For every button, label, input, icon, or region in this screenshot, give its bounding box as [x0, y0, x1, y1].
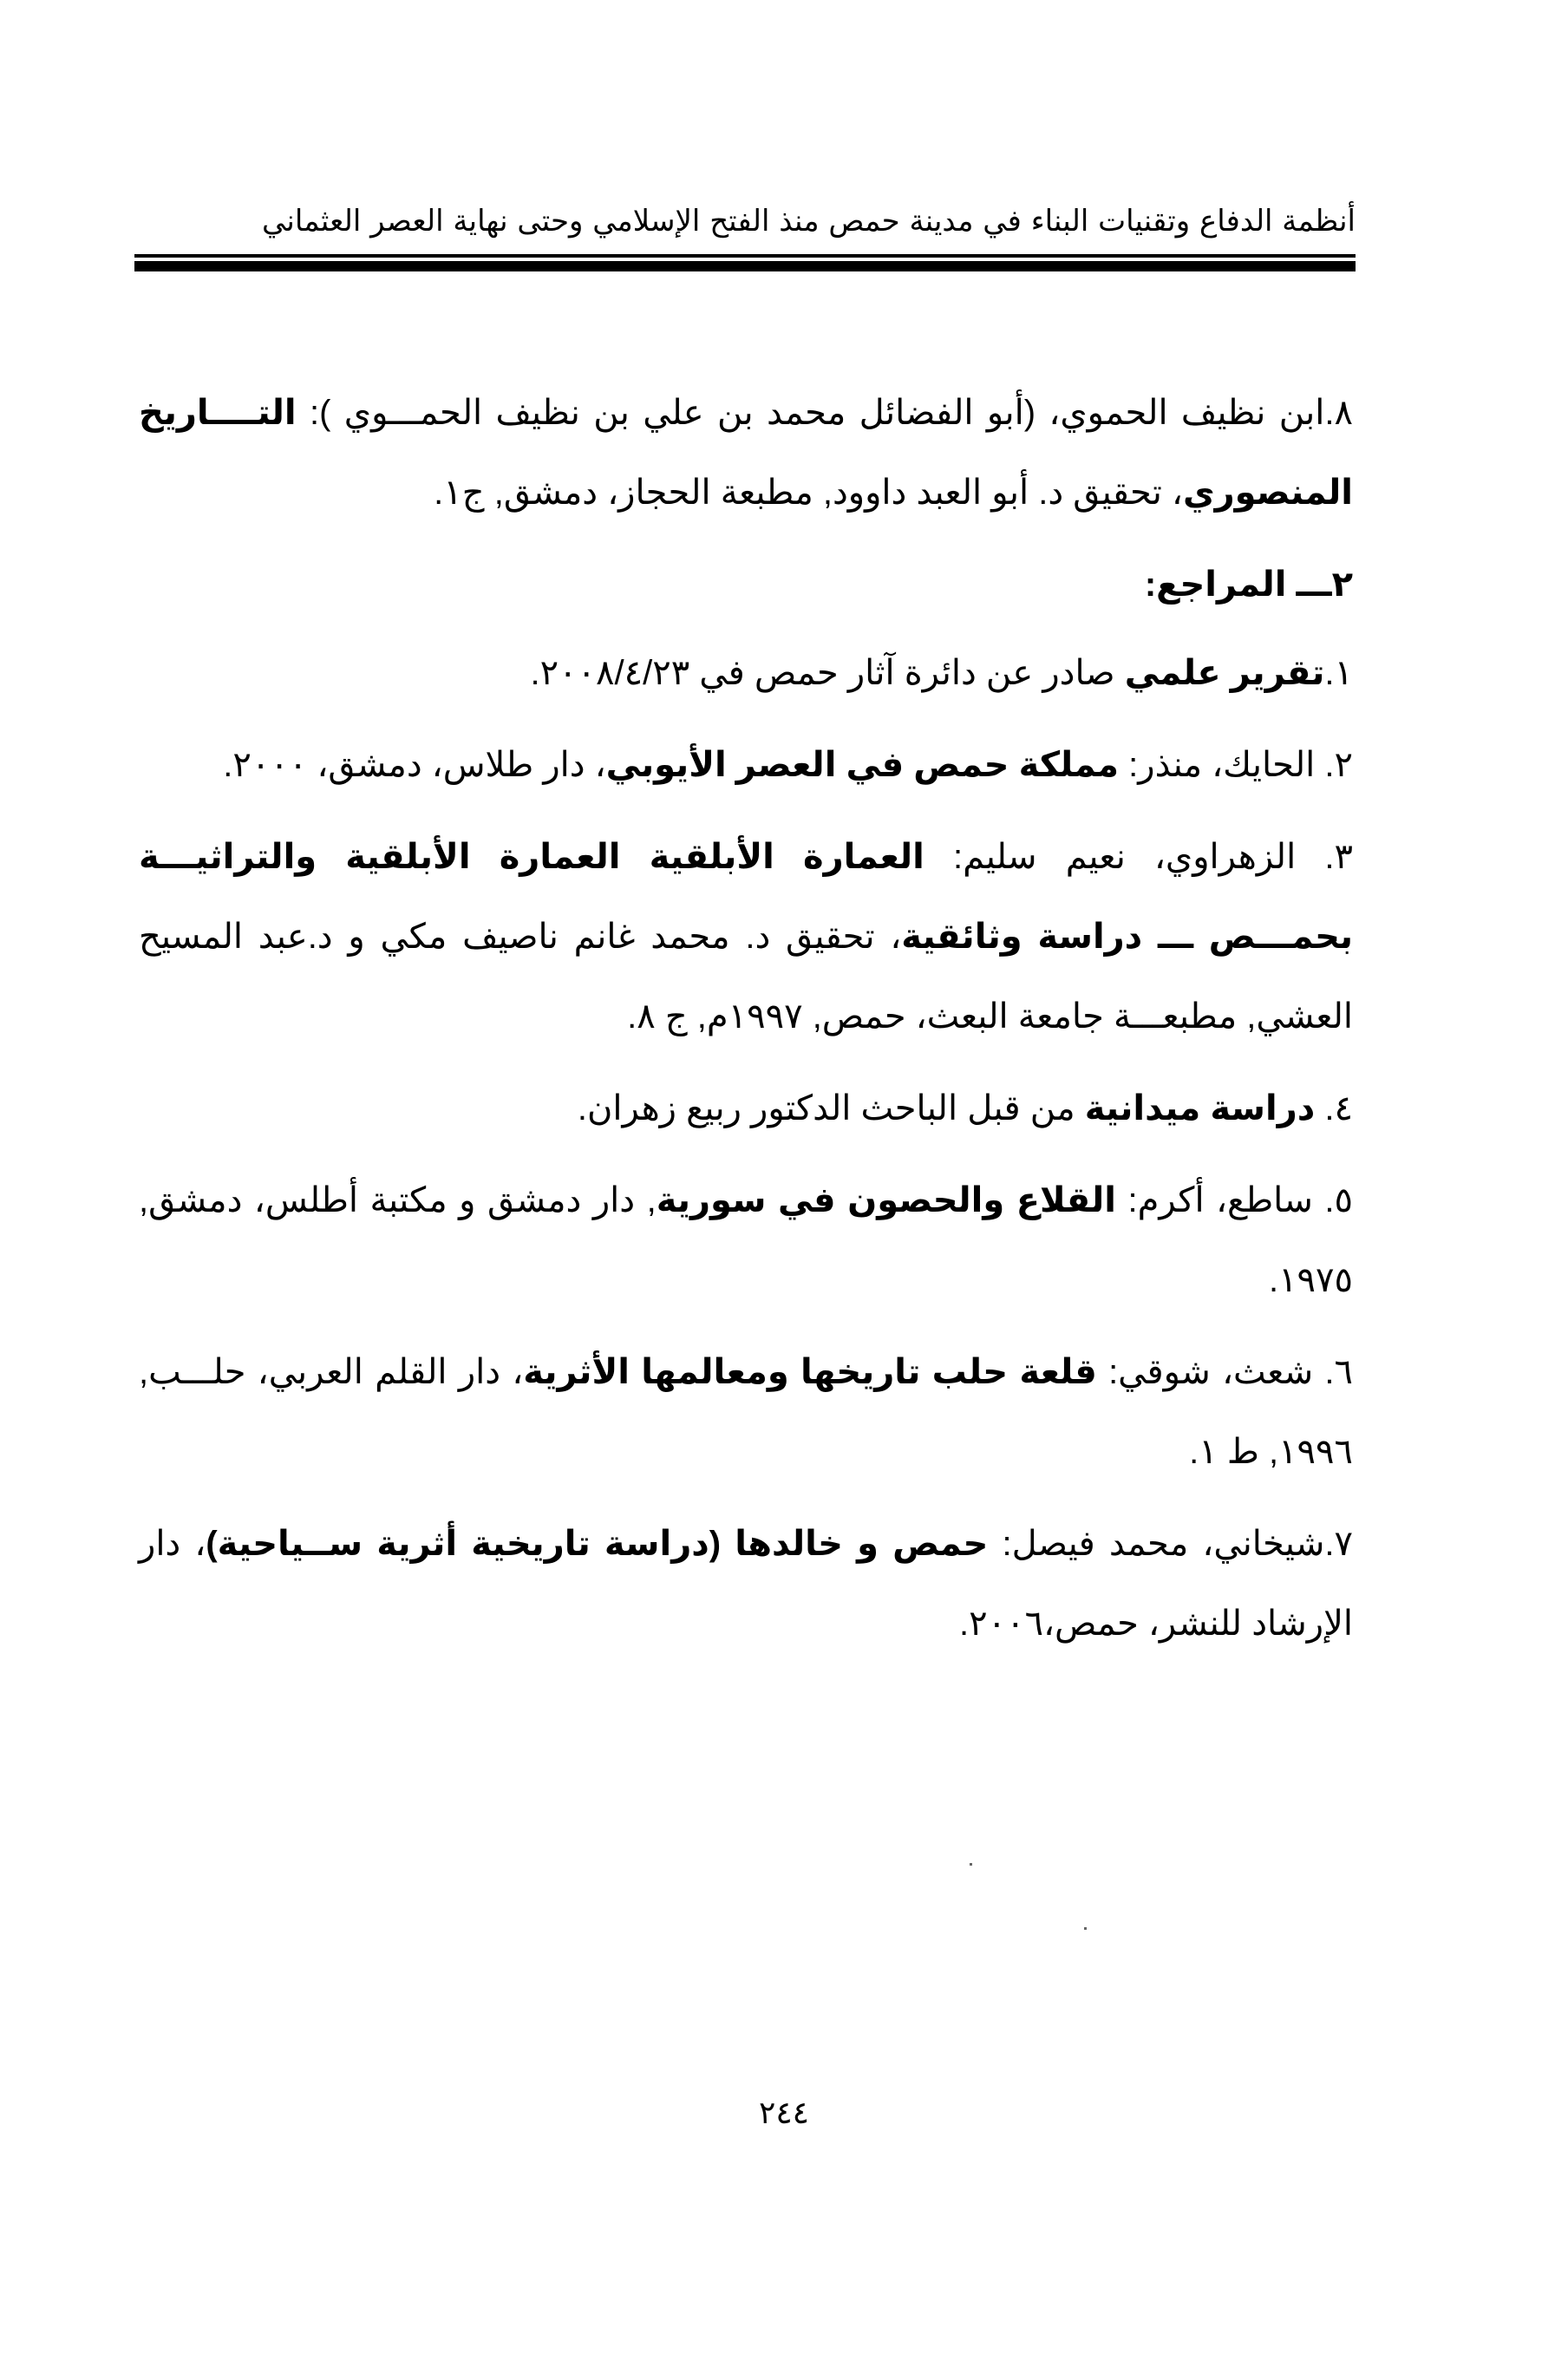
entry-number: ٤. — [1315, 1089, 1353, 1128]
entry-publication: ، دار القلم العربي، حلـــب, ١٩٩٦, ط ١. — [139, 1353, 1353, 1471]
entry-title: القلاع والحصون في سورية — [656, 1181, 1116, 1219]
header-rule-thick — [134, 261, 1356, 271]
entry-title: دراسة ميدانية — [1084, 1089, 1316, 1128]
entry-publication: ، تحقيق د. محمد غانم ناصيف مكي و د.عبد المسيح العشي, مطبعـــة جامعة البعث، حمص, ١٩٩٧م, ج ٨. — [139, 918, 1353, 1036]
reference-entry-1 — [139, 633, 1353, 713]
entry-publication: ، تحقيق د. أبو العبد داوود, مطبعة الحجاز، دمشق, ج١. — [434, 474, 1183, 512]
entry-publication: من قبل الباحث الدكتور ربيع زهران. — [577, 1089, 1085, 1128]
entry-number: ٦. — [1313, 1353, 1353, 1391]
reference-entry-2 — [139, 725, 1353, 805]
entry-number: ٧. — [1324, 1525, 1354, 1563]
entry-publication: , دار دمشق و مكتبة أطلس، دمشق, ١٩٧٥. — [139, 1181, 1353, 1299]
entry-number: ٥. — [1312, 1181, 1353, 1219]
entry-title: مملكة حمص في العصر الأيوبي — [605, 746, 1120, 784]
reference-entry-6 — [139, 1332, 1353, 1492]
header-rule-thin — [134, 254, 1356, 258]
entry-title: حمص و خالدها (دراسة تاريخية أثرية ســياحية) — [206, 1525, 989, 1563]
scan-speck — [970, 1863, 972, 1866]
entry-author: الزهراوي، نعيم سليم: — [924, 838, 1297, 876]
entry-number: ١. — [1324, 654, 1353, 692]
entry-number: ٢. — [1315, 746, 1353, 784]
section-heading-references: ٢ـــ المراجع: — [1144, 565, 1353, 604]
entry-publication: ، دار الإرشاد للنشر، حمص،٢٠٠٦. — [139, 1525, 1353, 1643]
entry-author: شعث، شوقي: — [1096, 1353, 1314, 1391]
entry-publication: ، دار طلاس، دمشق، ٢٠٠٠. — [223, 746, 606, 784]
reference-entry-4 — [139, 1069, 1353, 1148]
page-number: ٢٤٤ — [758, 2095, 809, 2131]
entry-author: ابن نظيف الحموي، (أبو الفضائل محمد بن علي بن نظيف الحمـــوي ): — [296, 394, 1325, 432]
reference-entry-3 — [139, 817, 1353, 1056]
entry-title: التــــاريخ المنصوري — [139, 394, 1353, 512]
references-list — [139, 373, 1353, 1676]
entry-title: تقرير علمي — [1124, 654, 1325, 692]
entry-number: ٣. — [1296, 838, 1353, 876]
entry-title: العمارة الأبلقية العمارة الأبلقية والتراثيـــة بحمـــص ـــ دراسة وثائقية — [139, 838, 1353, 956]
entry-author: شيخاني، محمد فيصل: — [988, 1525, 1325, 1563]
source-entry-8 — [139, 373, 1353, 533]
running-header: أنظمة الدفاع وتقنيات البناء في مدينة حمص منذ الفتح الإسلامي وحتى نهاية العصر العثماني — [262, 204, 1356, 239]
entry-author: ساطع، أكرم: — [1115, 1181, 1313, 1219]
entry-author: الحايك، منذر: — [1119, 746, 1316, 784]
entry-number: ٨. — [1324, 394, 1353, 432]
scan-speck — [1084, 1927, 1087, 1930]
reference-entry-7 — [139, 1504, 1353, 1664]
reference-entry-5 — [139, 1160, 1353, 1320]
entry-title: قلعة حلب تاريخها ومعالمها الأثرية — [523, 1353, 1097, 1391]
entry-publication: صادر عن دائرة آثار حمص في ٢٠٠٨/٤/٢٣. — [530, 654, 1125, 692]
